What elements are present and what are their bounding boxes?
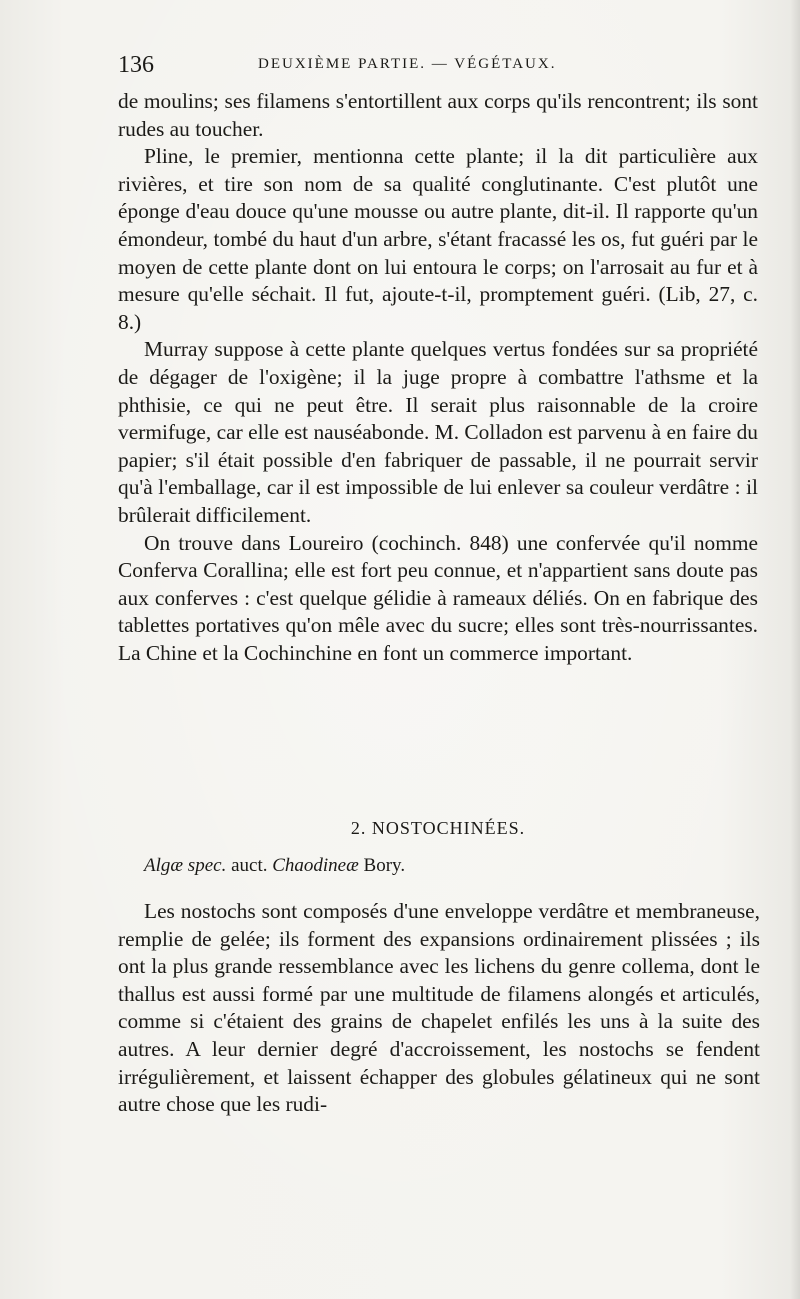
body-text [118, 88, 758, 667]
page-edge-shadow [790, 0, 800, 1299]
paragraph-5: Les nostochs sont composés d'une enveloppe verdâtre et membraneuse, remplie de gelée; ils forment des expansions ordinairement plissées ; ils ont la plus grande ressemblance avec les lichens du genre collema, dont le thallus est aussi formé par une multitude de filamens alongés et articulés, comme si c'étaient des grains de chapelet enfilés les uns à la suite des autres. A leur dernier degré d'accroissement, les nostochs se fendent irrégulièrement, et laissent échapper des globules gélatineux qui ne sont autre chose que les rudi- [118, 899, 760, 1117]
running-head: DEUXIÈME PARTIE. — VÉGÉTAUX. [258, 56, 557, 72]
section-synonym [144, 855, 744, 877]
page-header [118, 52, 718, 82]
section-body-text [118, 898, 760, 1119]
synonym-author: Bory. [363, 855, 406, 876]
synonym-auct: auct. [231, 855, 268, 876]
paragraph-3: Murray suppose à cette plante quelques vertus fondées sur sa propriété de dégager de l'oxigène; il la juge propre à combattre l'athsme et la phthisie, ce qui ne peut être. Il serait plus raisonnable de la croire vermifuge, car elle est nauséabonde. M. Colladon est parvenu à en faire du papier; s'il était possible d'en fabriquer de passable, il ne pourrait servir qu'à l'emballage, car il est impossible de lui enlever sa couleur verdâtre : il brûlerait difficilement. [118, 337, 758, 527]
synonym-genus: Algæ spec. [144, 855, 227, 876]
synonym-name: Chaodineæ [272, 855, 359, 876]
page-number: 136 [118, 52, 154, 78]
paragraph-2: Pline, le premier, mentionna cette plante; il la dit particulière aux rivières, et tire son nom de sa qualité conglutinante. C'est plutôt une éponge d'eau douce qu'une mousse ou autre plante, dit-il. Il rapporte qu'un émondeur, tombé du haut d'un arbre, s'étant fracassé les os, fut guéri par le moyen de cette plante dont on lui entoura le corps; on l'arrosait au fur et à mesure qu'elle séchait. Il fut, ajoute-t-il, promptement guéri. (Lib, 27, c. 8.) [118, 144, 758, 334]
section-title: 2. NOSTOCHINÉES. [350, 818, 526, 838]
paragraph-1: de moulins; ses filamens s'entortillent aux corps qu'ils rencontrent; ils sont rudes au toucher. [118, 89, 758, 141]
paragraph-4: On trouve dans Loureiro (cochinch. 848) une confervée qu'il nomme Conferva Corallina; elle est fort peu connue, et n'appartient sans doute pas aux conferves : c'est quelque gélidie à rameaux déliés. On en fabrique des tablettes portatives qu'on mêle avec du sucre; elles sont très-nourrissantes. La Chine et la Cochinchine en font un commerce important. [118, 530, 758, 665]
